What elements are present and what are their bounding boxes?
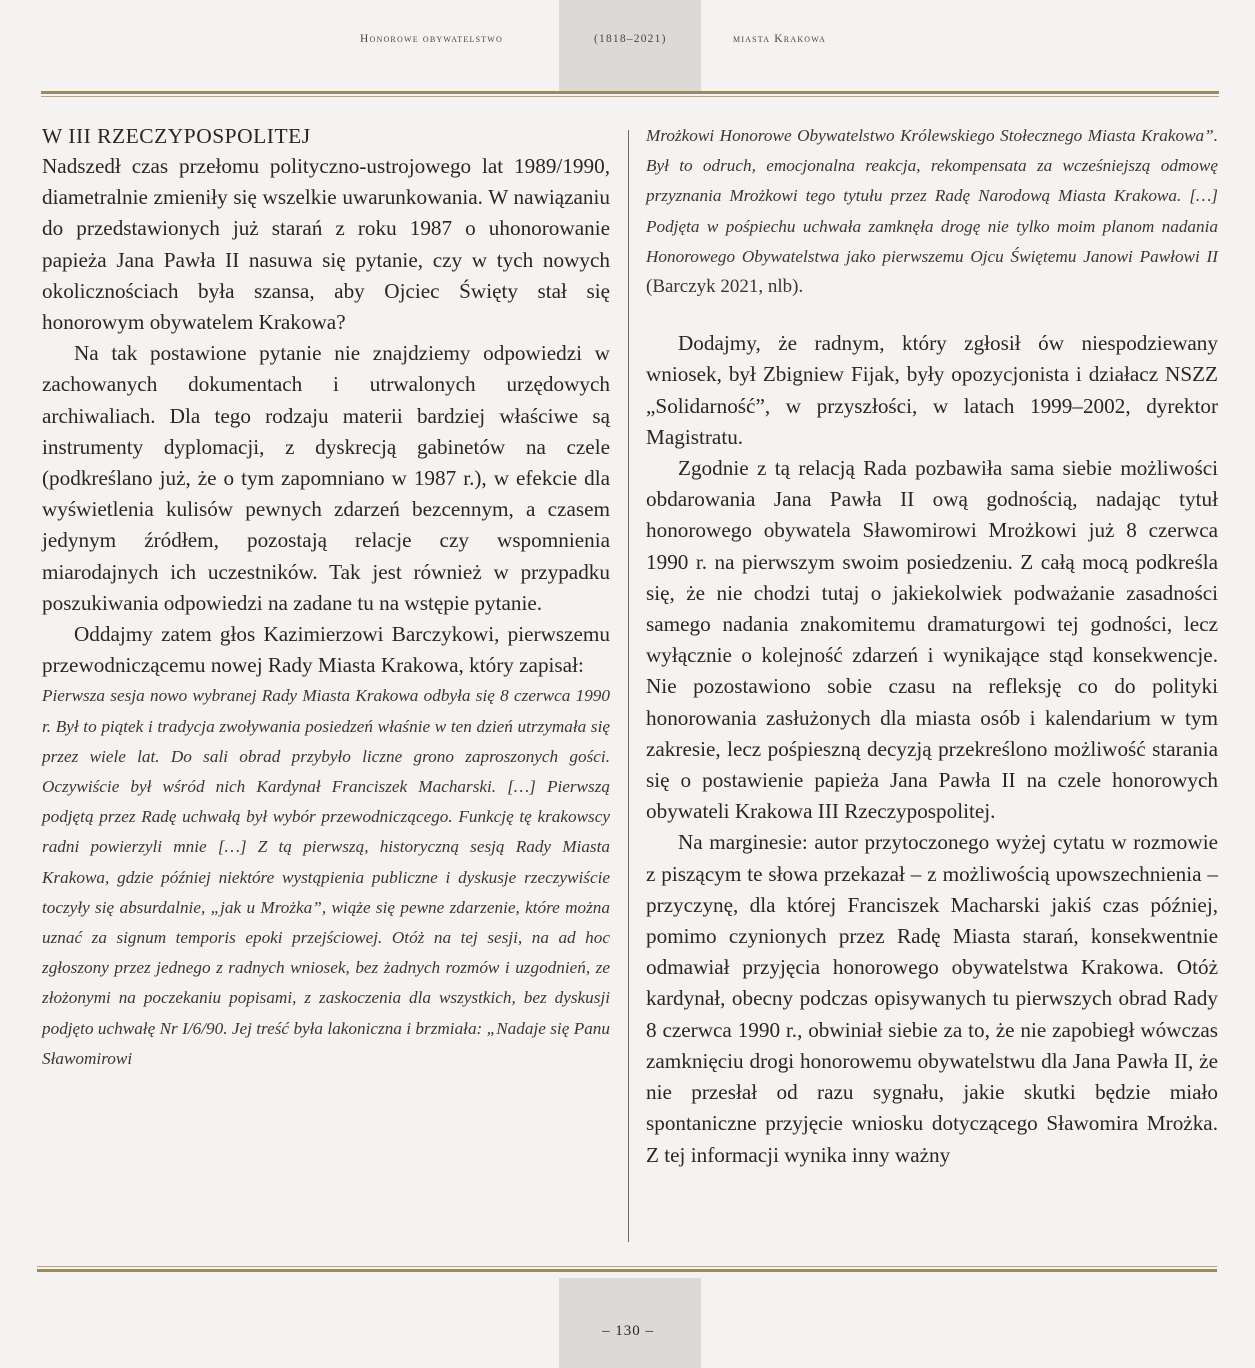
paragraph: Na marginesie: autor przytoczonego wyżej cytatu w rozmowie z piszącym te słowa przekazał – z możliwością upowszechnienia – przyczynę, dla której Franciszek Macharski jakiś czas później, pomimo czynionych przez Radę Miasta starań, konsekwentnie odmawiał przyjęcia honorowego obywatelstwa Krakowa. Otóż kardynał, obecny podczas opisywanych tu pierwszych obrad Rady 8 czerwca 1990 r., obwiniał siebie za to, że nie zapobiegł wówczas zamknięciu drogi honorowemu obywatelstwu dla Jana Pawła II, że nie przesłał od razu sygnału, jakie skutki będzie miało spontaniczne przyjęcie wniosku dotyczącego Sławomira Mrożka. Z tej informacji wynika inny ważny [646, 830, 1218, 1167]
running-header-right: miasta Krakowa [733, 33, 827, 45]
paragraph: Nadszedł czas przełomu polityczno-ustrojowego lat 1989/1990, diametralnie zmieniły się wszelkie uwarunkowania. W nawiązaniu do przedstawionych już starań z roku 1987 o uhonorowanie papieża Jana Pawła II nasuwa się pytanie, czy w tych nowych okolicznościach była szansa, aby Ojciec Święty stał się honorowym obywatelem Krakowa? [42, 154, 610, 335]
running-header-left: Honorowe obywatelstwo [360, 33, 504, 45]
header-rule [41, 91, 1219, 97]
page-number: – 130 – [602, 1323, 654, 1339]
paragraph: Zgodnie z tą relacją Rada pozbawiła sama siebie możliwości obdarowania Jana Pawła II ową godnością, nadając tytuł honorowego obywatela Sławomirowi Mrożkowi już 8 czerwca 1990 r. na pierwszym swoim posiedzeniu. Z całą mocą podkreśla się, że nie chodzi tutaj o jakiekolwiek podważanie zasadności samego nadania znakomitemu dramaturgowi tej godności, lecz wyłącznie o kolejność zdarzeń i wynikające stąd konsekwencje. Nie pozostawiono sobie czasu na refleksję co do polityki honorowania zasłużonych dla miasta osób i kalendarium w tym zakresie, lecz pośpieszną decyzją przekreślono możliwość starania się o postawienie papieża Jana Pawła II na czele honorowych obywateli Krakowa III Rzeczypospolitej. [646, 456, 1218, 824]
section-title: W III RZECZYPOSPOLITEJ [42, 124, 311, 148]
footer-rule [37, 1266, 1217, 1272]
left-column [42, 121, 610, 1074]
paragraph: Na tak postawione pytanie nie znajdziemy odpowiedzi w zachowanych dokumentach i utrwalonych urzędowych archiwaliach. Dla tego rodzaju materii bardziej właściwe są instrumenty dyplomacji, z dyskrecją gabinetów na czele (podkreślano już, że o tym zapomniano w 1987 r.), w efekcie dla wyświetlenia kulisów pewnych zdarzeń bezcennym, a czasem jedynym źródłem, pozostają relacje czy wspomnienia miarodajnych ich uczestników. Tak jest również w przypadku poszukiwania odpowiedzi na zadane tu na wstępie pytanie. [42, 341, 610, 615]
header-center-band [559, 0, 701, 92]
paragraph: Oddajmy zatem głos Kazimierzowi Barczykowi, pierwszemu przewodniczącemu nowej Rady Miasta Krakowa, który zapisał: [42, 622, 610, 678]
quote-text: Mrożkowi Honorowe Obywatelstwo Królewskiego Stołecznego Miasta Krakowa”. Był to odruch, emocjonalna reakcja, rekompensata za wcześniejszą odmowę przyznania Mrożkowi tego tytułu przez Radę Narodową Miasta Krakowa. […] Podjęta w pośpiechu uchwała zamknęła drogę nie tylko moim planom nadania Honorowego Obywatelstwa jako pierwszemu Ojcu Świętemu Janowi Pawłowi II [646, 126, 1218, 266]
column-divider [628, 130, 629, 1242]
paragraph: Dodajmy, że radnym, który zgłosił ów niespodziewany wniosek, był Zbigniew Fijak, były opozycjonista i działacz NSZZ „Solidarność”, w przyszłości, w latach 1999–2002, dyrektor Magistratu. [646, 331, 1218, 449]
block-quote: Pierwsza sesja nowo wybranej Rady Miasta Krakowa odbyła się 8 czerwca 1990 r. Był to piątek i tradycja zwoływania posiedzeń właśnie w ten dzień utrzymała się przez wiele lat. Do sali obrad przybyło liczne grono zaproszonych gości. Oczywiście był wśród nich Kardynał Franciszek Macharski. […] Pierwszą podjętą przez Radę uchwałą był wybór przewodniczącego. Funkcję tę krakowscy radni powierzyli mnie […] Z tą pierwszą, historyczną sesją Rady Miasta Krakowa, gdzie później niektóre wystąpienia publiczne i dyskusje rzeczywiście toczyły się absurdalnie, „jak u Mrożka”, wiąże się pewne zdarzenie, które można uznać za signum temporis epoki przejściowej. Otóż na tej sesji, na ad hoc zgłoszony przez jednego z radnych wniosek, bez żadnych rozmów i uzgodnień, ze złożonymi na poczekaniu popisami, z zaskoczenia dla wszystkich, bez dyskusji podjęto uchwałę Nr I/6/90. Jej treść była lakoniczna i brzmiała: „Nadaje się Panu Sławomirowi [42, 686, 610, 1068]
block-quote-continuation [646, 121, 1218, 302]
citation: (Barczyk 2021, nlb). [646, 276, 804, 298]
right-column [646, 121, 1218, 1171]
running-header-years: (1818–2021) [594, 33, 667, 45]
